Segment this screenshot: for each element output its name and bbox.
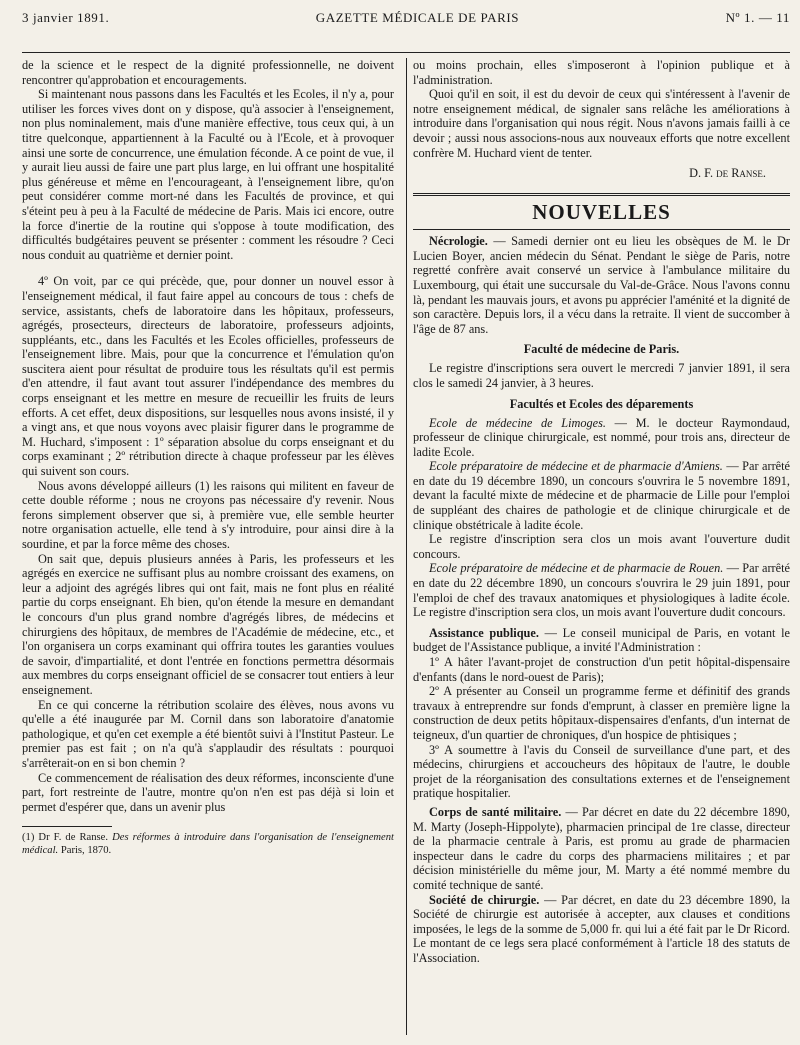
footnote-rule [22, 826, 112, 827]
news-text: — Le conseil municipal de Paris, en votant le budget de l'Assistance publique, a invité l'Administration : [413, 625, 790, 655]
two-column-body [22, 58, 790, 1035]
news-text: — Samedi dernier ont eu lieu les obsèques de M. le Dr Lucien Boyer, ancien médecin du Sénat. Pendant le siège de Paris, notre regretté confrère avait conservé un service à l'ambulance militaire du Luxembourg, qui était une succursale du Val-de-Grâce. Nous l'avons connu là, pendant les mauvais jours, et avons pu apprécier l'aménité et la dignité de son caractère. Depuis lors, il a vécu dans la retraite. Il vient de succomber à l'âge de 87 ans. [413, 234, 790, 336]
news-corps-sante [413, 805, 790, 893]
paragraph: Le registre d'inscriptions sera ouvert le mercredi 7 janvier 1891, il sera clos le samedi 24 janvier, à 3 heures. [413, 361, 790, 390]
paragraph: Le registre d'inscription sera clos un mois avant l'ouverture dudit concours. [413, 532, 790, 561]
paragraph: Si maintenant nous passons dans les Facultés et les Ecoles, il n'y a, pour utiliser les forces vives dont on y dispose, qu'à associer à l'enseignement, non plus nominalement, mais d'une manière effective, tous ceux qui, à un titre quelconque, appartiennent à la Faculté ou à l'Ecole, et à provoquer ainsi une sorte de concurrence, une émulation féconde. A ce point de vue, il y aurait lieu aussi de faire une part plus large, en lui offrant une hospitalité plus généreuse et même en l'encourageant, à l'enseignement libre, qu'on peut considérer comme mort-né dans les Facultés de province, et qui s'éteint peu à peu à la Faculté de médecine de Paris. Mais ici encore, outre la force d'inertie de la routine qui s'oppose à toute modification, des difficultés budgétaires peuvent se présenter : comment les résoudre ? Ceci nous conduit au quatrième et dernier point. [22, 87, 394, 262]
paragraph: de la science et le respect de la dignité professionnelle, ne doivent rencontrer qu'approbation et encouragements. [22, 58, 394, 87]
news-label: Ecole de médecine de Limoges. [429, 415, 607, 430]
news-assistance [413, 626, 790, 655]
footnote-title: Des réformes à introduire dans l'organisation de l'enseignement médical. [22, 832, 394, 857]
paragraph: Nous avons développé ailleurs (1) les raisons qui militent en faveur de cette double réforme ; nous ne croyons pas nécessaire d'y revenir. Nous ferons simplement observer que si, à première vue, elle semble heurter notre organisation actuelle, elle tend à s'y introduire, pour ainsi dire à la sourdine, et par la force même des choses. [22, 478, 394, 551]
signature: D. F. de Ranse. [689, 166, 766, 181]
news-amiens [413, 459, 790, 532]
news-limoges [413, 416, 790, 460]
footnote [22, 831, 394, 857]
header-rule [22, 52, 790, 53]
header-date: 3 janvier 1891. [22, 10, 110, 25]
section-rule [413, 193, 790, 196]
section-rule-thin [413, 229, 790, 230]
news-label: Assistance publique. [429, 625, 539, 640]
paragraph: 4º On voit, par ce qui précède, que, pour donner un nouvel essor à l'enseignement médical, il faut faire appel au concours de tous : chefs de service, assistants, chefs de laboratoire dans les hôpitaux, professeurs, agrégés, prosecteurs, directeurs de laboratoire, professeurs adjoints, suppléants, etc., dans les Facultés et les Ecoles officielles, professeurs de l'enseignement libre. Mais, pour que la concurrence et l'émulation qu'on suscitera aient pour résultat de produire tous les résultats qu'il est permis d'en attendre, il faut avant tout assurer l'indépendance des membres du corps enseignant et les mettre en mesure de recueillir les fruits de leurs efforts. A cet effet, deux dispositions, sur lesquelles nous avons insisté, il y a vingt ans, et que nous voyons avec plaisir figurer dans le programme de M. Huchard, s'imposent : 1º séparation absolue du corps enseignant et du corps examinant ; 2º rétribution directe à chaque professeur par les élèves qui suivent son cours. [22, 274, 394, 479]
news-label: Société de chirurgie. [429, 892, 540, 907]
news-text: — Par arrêté en date du 22 décembre 1890, un concours s'ouvrira le 29 juin 1891, pour l'emploi de chef des travaux anatomiques et physiologiques à ladite école. Le registre d'inscription sera clos, un mois avant l'ouverture dudit concours. [413, 561, 790, 620]
paragraph: Quoi qu'il en soit, il est du devoir de ceux qui s'intéressent à l'avenir de notre enseignement médical, de signaler sans relâche les améliorations à introduire dans l'organisation qui nous régit. Nous n'avons jamais failli à ce devoir ; aussi nous associons-nous aux nouveaux efforts que notre excellent confrère M. Huchard vient de tenter. [413, 87, 790, 160]
right-column [413, 58, 790, 1035]
header-title: GAZETTE MÉDICALE DE PARIS [315, 10, 520, 25]
section-title: NOUVELLES [532, 200, 671, 225]
list-item: 3º A soumettre à l'avis du Conseil de surveillance d'une part, et des médecins, chirurgiens et accoucheurs des hôpitaux de l'autre, le double projet de la réorganisation des consultations externes et de l'enseignement pratique hospitalier. [413, 742, 790, 801]
news-label: Ecole préparatoire de médecine et de pharmacie de Rouen. [429, 561, 724, 576]
news-chirurgie [413, 893, 790, 966]
paragraph: On sait que, depuis plusieurs années à Paris, les professeurs et les agrégés en exercice ne suffisant plus au nombre croissant des examens, on leur a adjoint des agrégés libres qui ont fait, mais ne font plus en réalité partie du corps enseignant. Eh bien, qu'on étende la mesure en demandant le concours d'un plus grand nombre d'agrégés libres, de médecins et chirurgiens des hôpitaux, de membres de l'Académie de médecine, etc., et l'on organisera un corps examinant qui offrira toutes les garanties voulues de savoir, d'impartialité, et dont l'entrée en fonctions permettra désormais aux membres du corps enseignant officiel de se consacrer tout entiers à leur enseignement. [22, 551, 394, 697]
news-text: — M. le docteur Raymondaud, professeur de clinique chirurgicale, est nommé, pour trois ans, directeur de ladite Ecole. [413, 415, 790, 459]
subheading: Faculté de médecine de Paris. [523, 342, 680, 357]
news-rouen [413, 561, 790, 619]
news-necrologie [413, 234, 790, 336]
paragraph: En ce qui concerne la rétribution scolaire des élèves, nous avons vu qu'elle a été inaugurée par M. Cornil dans son laboratoire d'anatomie pathologique, et qu'en cet exemple a été bientôt suivi à l'Institut Pasteur. Le premier pas est fait ; on n'a qu'à s'applaudir des résultats : pourquoi s'arrêterait-on en si bon chemin ? [22, 697, 394, 770]
paragraph: Ce commencement de réalisation des deux réformes, inconsciente d'une part, fort restreinte de l'autre, montre qu'on n'en est pas déjà si loin et permet d'espérer que, dans un avenir plus [22, 770, 394, 814]
news-text: — Par décret, en date du 23 décembre 1890, la Société de chirurgie est autorisée à accepter, aux clauses et conditions imposées, le legs de la somme de 5,000 fr. qui lui a été fait par le Dr Ricord. Le montant de ce legs sera placé conformément à l'article 18 des statuts de l'Association. [413, 892, 790, 965]
left-column [22, 58, 400, 1035]
list-item: 1º A hâter l'avant-projet de construction d'un petit hôpital-dispensaire d'enfants (dans le nord-ouest de Paris); [413, 655, 790, 684]
news-text: — Par arrêté en date du 19 décembre 1890, un concours s'ouvrira le 5 novembre 1891, devant la faculté mixte de médecine et de pharmacie de Lille pour l'emploi de suppléant des chaires de pathologie et de clinique chirurgicale et de clinique obstétricale à ladite école. [413, 459, 790, 532]
column-divider [406, 58, 407, 1035]
news-text: — Par décret en date du 22 décembre 1890, M. Marty (Joseph-Hippolyte), pharmacien principal de 1re classe, directeur de la pharmacie centrale à Paris, est promu au grade de pharmacien inspecteur dans le cadre du corps des pharmaciens militaires ; et par décision ministérielle du même jour, M. Marty a été nommé membre du comité technique de santé. [413, 804, 790, 892]
footnote-end: Paris, 1870. [60, 845, 112, 857]
news-label: Ecole préparatoire de médecine et de pharmacie d'Amiens. [429, 459, 723, 474]
header-number: Nº 1. — 11 [725, 10, 790, 25]
subheading: Facultés et Ecoles des déparements [509, 396, 694, 411]
running-header [22, 0, 790, 30]
footnote-ref: (1) Dr F. de Ranse. [22, 832, 109, 844]
news-label: Corps de santé militaire. [429, 804, 562, 819]
list-item: 2º A présenter au Conseil un programme ferme et définitif des grands travaux à entreprendre sur fonds d'emprunt, à classer en première ligne la construction de deux petits hôpitaux-dispensaires d'enfants, d'un internat de teigneux, d'un quartier de chroniques, d'un hospice de phtisiques ; [413, 684, 790, 742]
news-label: Nécrologie. [429, 234, 488, 249]
paragraph: ou moins prochain, elles s'imposeront à l'opinion publique et à l'administration. [413, 58, 790, 87]
